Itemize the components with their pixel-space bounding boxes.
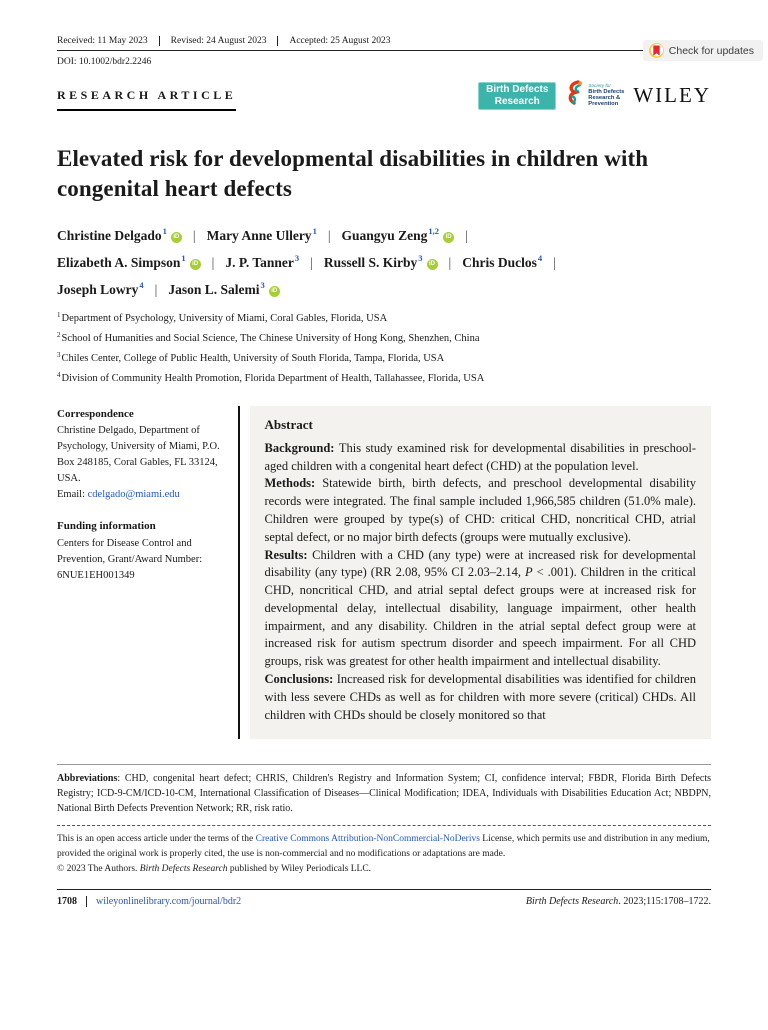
correspondence-text: Christine Delgado, Department of Psychology, University of Miami, P.O. Box 248185, Coral Gables, FL 33124, USA. Email: cdelgado@miami.edu xyxy=(57,425,220,501)
author-lines xyxy=(57,228,711,299)
society-logo xyxy=(565,80,624,111)
author-separator: | xyxy=(211,254,215,270)
author-name: Christine Delgado$^1$iD xyxy=(57,228,182,243)
email-label: Email: xyxy=(57,489,88,501)
abstract-paragraph-label: Results: xyxy=(264,547,313,562)
author-line xyxy=(57,282,711,299)
abstract-paragraph: Methods: Statewide birth, birth defects, and preschool developmental disability records were integrated. The final sample included 1,966,585 children (51.0% male). Children were grouped by type(s) of CHD: critical CHD, noncritical CHD, atrial septal defect, or no major birth defects (groups were mutually exclusive). xyxy=(264,476,696,544)
affiliation: $^2$School of Humanities and Social Science, The Chinese University of Hong Kong, Shenzhen, China xyxy=(57,330,480,344)
abstract-paragraph-label: Conclusions: xyxy=(264,672,337,687)
journal-logo-line2: Research xyxy=(494,95,540,107)
article-title: Elevated risk for developmental disabilities in children with congenital heart defects xyxy=(57,146,649,202)
email-link[interactable]: cdelgado@miami.edu xyxy=(87,489,180,501)
author-name: Jason L. Salemi$^3$iD xyxy=(168,282,279,297)
page-footer xyxy=(57,889,711,907)
journal-url-link[interactable]: wileyonlinelibrary.com/journal/bdr2 xyxy=(96,895,242,907)
society-tagline: Society for xyxy=(588,83,611,89)
orcid-icon[interactable]: iD xyxy=(171,232,182,243)
page-number: 1708 xyxy=(57,896,87,907)
author-name: Mary Anne Ullery$^1$ xyxy=(206,226,317,243)
orcid-icon[interactable]: iD xyxy=(190,259,201,270)
author-affiliation-superscript: 3 xyxy=(260,280,265,291)
author-name: Joseph Lowry$^4$ xyxy=(57,280,144,297)
funding-heading: Funding information xyxy=(57,520,156,533)
society-line1: Birth Defects xyxy=(588,88,625,95)
check-for-updates-label: Check for updates xyxy=(668,44,754,57)
wiley-logo: WILEY xyxy=(633,83,711,107)
author-affiliation-superscript: 1 xyxy=(162,226,167,237)
affiliations-list xyxy=(57,310,711,384)
author-separator: | xyxy=(448,254,452,270)
abbreviations: Abbreviations: CHD, congenital heart defect; CHRIS, Children's Registry and Information System; CI, confidence interval; FBDR, Florida Birth Defects Registry; ICD-9-CM/ICD-10-CM, International Classification of Diseases—Clinical Modification; IDEA, Individuals with Disabilities Education Act; NBDPN, National Birth Defects Prevention Network; RR, risk ratio. xyxy=(57,764,711,816)
affiliation-superscript: 3 xyxy=(57,350,61,359)
affiliation: $^3$Chiles Center, College of Public Health, University of South Florida, Tampa, Florida, USA xyxy=(57,350,445,364)
author-affiliation-superscript: 3 xyxy=(294,253,300,264)
funding-text: Centers for Disease Control and Prevention, Grant/Award Number: 6NUE1EH001349 xyxy=(57,537,203,581)
abstract-section xyxy=(250,406,712,740)
author-line xyxy=(57,255,711,272)
abstract-paragraph: Conclusions: Increased risk for developmental disabilities was identified for children with less severe CHDs as well as for children with more severe (critical) CHDs. All children with CHDs should be closely monitored so that xyxy=(264,672,696,722)
article-info-column xyxy=(57,406,238,740)
author-separator: | xyxy=(465,227,468,243)
crossmark-icon xyxy=(649,43,664,58)
revised-date: Revised: 24 August 2023 xyxy=(160,36,279,46)
abbreviations-label: Abbreviations xyxy=(57,773,118,785)
affiliation-superscript: 4 xyxy=(57,370,61,379)
license-statement: This is an open access article under the terms of the Creative Commons Attribution-NonCommercial-NoDerivs License, which permits use and distribution in any medium, provided the original work is properly cited, the use is non-commercial and no modifications or adaptations are made. © 2023 The Authors. Birth Defects Research published by Wiley Periodicals LLC. xyxy=(57,825,711,877)
correspondence-heading: Correspondence xyxy=(57,407,134,420)
orcid-icon[interactable]: iD xyxy=(427,259,438,270)
author-separator: | xyxy=(310,254,313,270)
author-affiliation-superscript: 1,2 xyxy=(428,226,440,237)
affiliation: $^1$Department of Psychology, University of Miami, Coral Gables, Florida, USA xyxy=(57,310,388,324)
abstract-heading: Abstract xyxy=(264,416,313,432)
orcid-icon[interactable]: iD xyxy=(269,286,280,297)
society-logo-icon xyxy=(565,80,585,111)
article-type-label: RESEARCH ARTICLE xyxy=(57,88,236,111)
journal-logo-line1: Birth Defects xyxy=(486,84,549,95)
author-name: Elizabeth A. Simpson$^1$iD xyxy=(57,255,201,270)
column-divider xyxy=(238,406,240,740)
author-name: Guangyu Zeng$^{1,2}$iD xyxy=(342,228,455,243)
affiliation: $^4$Division of Community Health Promotion, Florida Department of Health, Tallahassee, Florida, USA xyxy=(57,370,485,384)
citation: Birth Defects Research. 2023;115:1708–1722. xyxy=(525,895,711,907)
received-date: Received: 11 May 2023 xyxy=(57,36,160,46)
author-affiliation-superscript: 4 xyxy=(537,253,543,264)
author-affiliation-superscript: 4 xyxy=(139,280,144,291)
author-separator: | xyxy=(327,227,331,243)
abstract-paragraph: Results: Children with a CHD (any type) were at increased risk for developmental disability (any type) (RR 2.08, 95% CI 2.03–2.14, P < .001). Children in the critical CHD, noncritical CHD, and atrial septal defect groups were at increased risk for developmental delay, intellectual disability, language impairment, other health impairment, and any disability. Children in the atrial septal defect group were at increased risk for autism spectrum disorder and speech impairment. For all CHD groups, risk was greatest for other health impairment and intellectual disability. xyxy=(264,547,697,669)
journal-logo xyxy=(478,82,556,110)
author-separator: | xyxy=(553,254,556,270)
author-separator: | xyxy=(154,281,158,297)
author-name: Chris Duclos$^4$ xyxy=(462,253,543,270)
author-name: J. P. Tanner$^3$ xyxy=(225,253,300,270)
author-line xyxy=(57,228,711,245)
creative-commons-license-link[interactable]: Creative Commons Attribution-NonCommercial-NoDerivs xyxy=(255,834,480,845)
author-affiliation-superscript: 1 xyxy=(312,226,317,237)
author-affiliation-superscript: 1 xyxy=(181,253,186,264)
doi: DOI: 10.1002/bdr2.2246 xyxy=(57,57,152,67)
accepted-date: Accepted: 25 August 2023 xyxy=(289,36,391,46)
author-name: Russell S. Kirby$^3$iD xyxy=(324,255,438,270)
author-affiliation-superscript: 3 xyxy=(418,253,423,264)
affiliation-superscript: 1 xyxy=(57,310,61,319)
received-revised-accepted-bar xyxy=(57,36,711,51)
article-header xyxy=(57,80,711,111)
check-for-updates-button[interactable] xyxy=(643,40,763,61)
abstract-paragraph: Background: This study examined risk for developmental disabilities in preschool-aged children with a congenital heart defect (CHD) at the population level. xyxy=(264,440,696,473)
abstract-paragraphs xyxy=(265,440,697,725)
author-separator: | xyxy=(192,227,196,243)
abstract-paragraph-label: Methods: xyxy=(264,476,323,491)
abstract-paragraph-label: Background: xyxy=(264,440,339,455)
society-line2: Research & xyxy=(588,94,621,101)
copyright-line: © 2023 The Authors. Birth Defects Research published by Wiley Periodicals LLC. xyxy=(57,864,372,875)
affiliation-superscript: 2 xyxy=(57,330,61,339)
orcid-icon[interactable]: iD xyxy=(443,232,454,243)
society-line3: Prevention xyxy=(588,101,619,108)
